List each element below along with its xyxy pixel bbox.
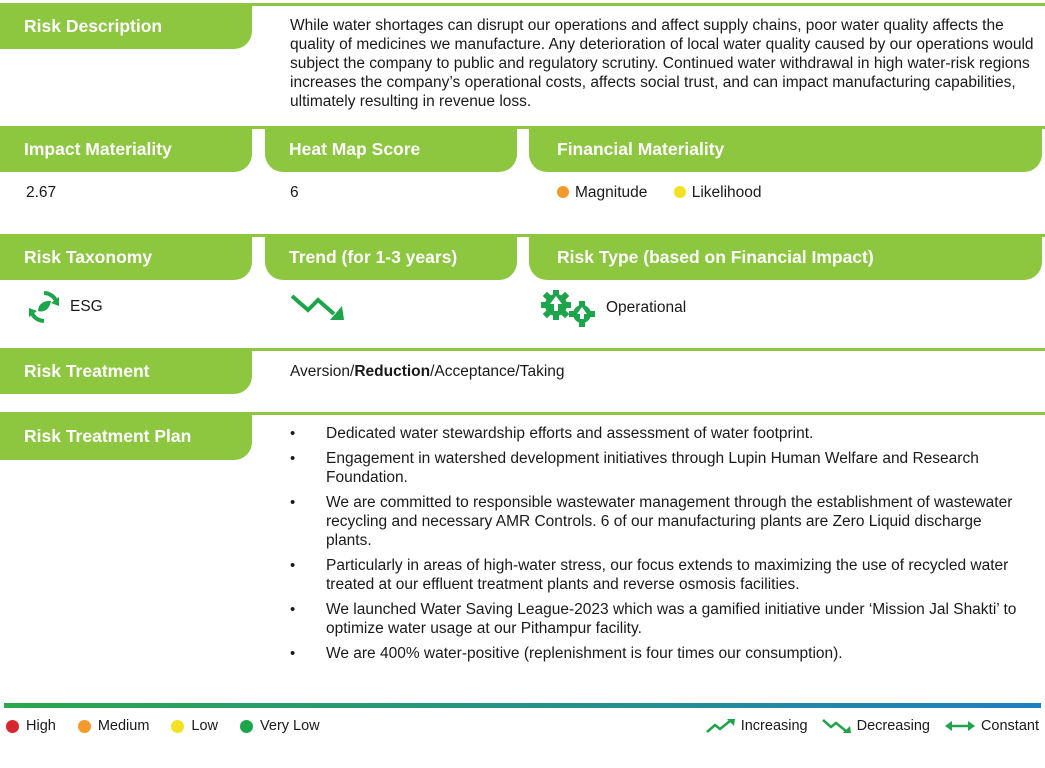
financial-materiality-values: [557, 183, 762, 202]
heat-map-score-label: Heat Map Score: [265, 126, 517, 172]
list-item: • We are committed to responsible wastewater management through the establishment of wastewater recycling and necessary AMR Controls. 6 of our manufacturing plants are Zero Liquid discharge plants.: [290, 493, 1025, 550]
risk-type-label: Risk Type (based on Financial Impact): [529, 234, 1042, 280]
likelihood-dot: [674, 186, 686, 198]
very-low-dot: [240, 720, 253, 733]
risk-treatment-plan-label: Risk Treatment Plan: [0, 412, 252, 460]
legend-high: High: [6, 718, 56, 734]
decreasing-trend-icon: [822, 718, 852, 734]
risk-description-label: Risk Description: [0, 3, 252, 49]
decreasing-trend-icon: [290, 290, 348, 322]
trend-label: Trend (for 1-3 years): [265, 234, 517, 280]
legend-divider: [4, 703, 1041, 708]
impact-materiality-value: 2.67: [26, 184, 57, 201]
list-item: • Dedicated water stewardship efforts and assessment of water footprint.: [290, 424, 1025, 443]
legend-medium: Medium: [78, 718, 150, 734]
legend-constant: Constant: [944, 718, 1039, 734]
risk-taxonomy-label: Risk Taxonomy: [0, 234, 252, 280]
risk-type-value: Operational: [540, 289, 686, 327]
constant-trend-icon: [944, 718, 976, 734]
risk-taxonomy-value: ESG: [26, 289, 103, 325]
trend-legend: [692, 718, 1039, 734]
legend-low: Low: [171, 718, 218, 734]
gears-icon: [540, 289, 598, 327]
risk-treatment-selected: Reduction: [354, 363, 431, 380]
risk-treatment-plan-list: [290, 424, 1025, 669]
list-item: • Engagement in watershed development initiatives through Lupin Human Welfare and Research Foundation.: [290, 449, 1025, 487]
list-item: • We are 400% water-positive (replenishment is four times our consumption).: [290, 644, 1025, 663]
increasing-trend-icon: [706, 718, 736, 734]
list-item: • We launched Water Saving League-2023 which was a gamified initiative under ‘Mission Jal Shakti’ to optimize water usage at our Pithampur facility.: [290, 600, 1025, 638]
risk-treatment-label: Risk Treatment: [0, 348, 252, 394]
high-dot: [6, 720, 19, 733]
legend-increasing: Increasing: [706, 718, 808, 734]
magnitude-dot: [557, 186, 569, 198]
medium-dot: [78, 720, 91, 733]
esg-recycle-icon: [26, 289, 62, 325]
trend-value: [290, 290, 348, 327]
magnitude-label: Magnitude: [575, 184, 648, 201]
risk-description-text: While water shortages can disrupt our operations and affect supply chains, poor water quality affects the quality of medicines we manufacture. Any deterioration of local water quality caused by our operations would subject the company to public and regulatory scrutiny. Continued water withdrawal in high water-risk regions increases the company’s operational costs, affects social trust, and can impact manufacturing capabilities, ultimately resulting in revenue loss.: [290, 17, 1034, 110]
heat-map-score-value: 6: [290, 184, 299, 201]
list-item: • Particularly in areas of high-water stress, our focus extends to maximizing the use of recycled water treated at our effluent treatment plants and reverse osmosis facilities.: [290, 556, 1025, 594]
likelihood-label: Likelihood: [691, 184, 762, 201]
impact-materiality-label: Impact Materiality: [0, 126, 252, 172]
risk-treatment-value: Aversion/Reduction/Acceptance/Taking: [290, 363, 565, 380]
financial-materiality-label: Financial Materiality: [529, 126, 1042, 172]
legend-decreasing: Decreasing: [822, 718, 930, 734]
low-dot: [171, 720, 184, 733]
legend-very-low: Very Low: [240, 718, 320, 734]
risk-level-legend: [6, 718, 342, 734]
